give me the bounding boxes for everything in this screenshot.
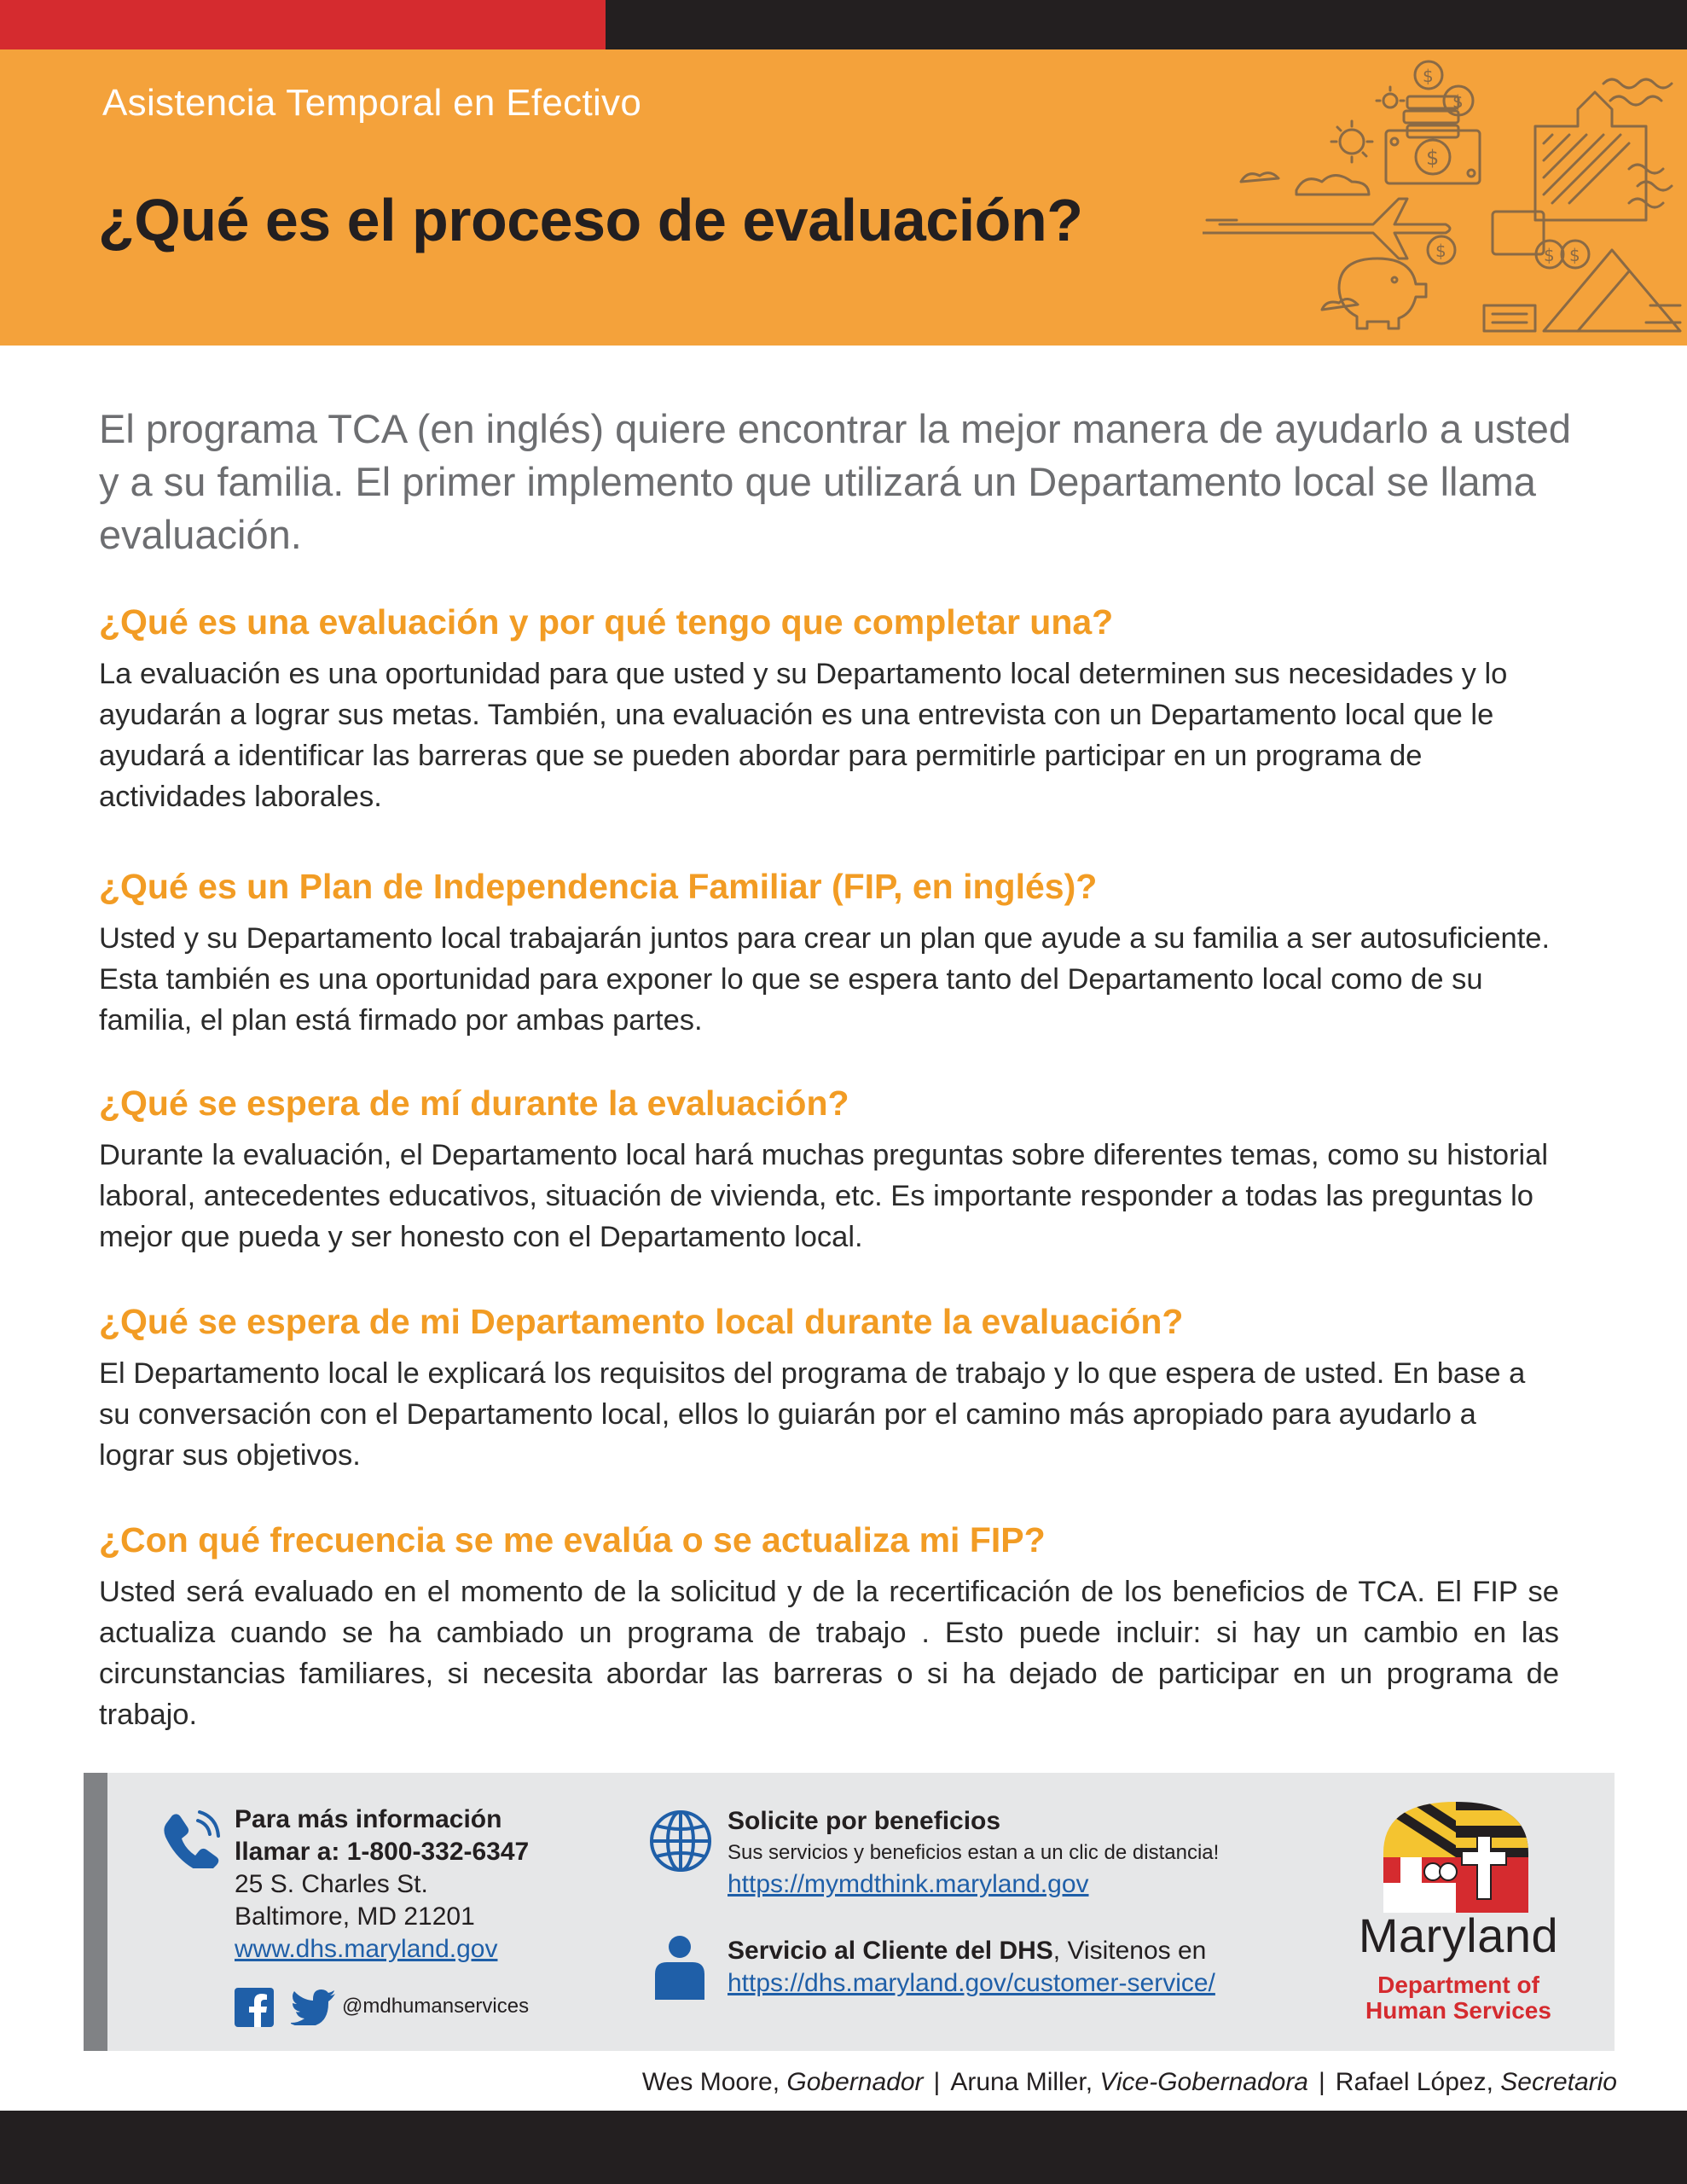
person-icon [653, 1935, 706, 2000]
section-what-is-evaluation [99, 599, 1559, 817]
customer-service-line [728, 1935, 1325, 1967]
section-expected-of-me [99, 1080, 1559, 1258]
section-update-frequency [99, 1517, 1559, 1735]
logo-wordmark: Maryland [1358, 1908, 1559, 1962]
address-line-2: Baltimore, MD 21201 [235, 1902, 475, 1931]
contact-info [235, 1804, 610, 1966]
maryland-dhs-logo [1330, 1802, 1586, 2032]
section-heading: ¿Qué se espera de mí durante la evaluación? [99, 1083, 849, 1123]
official-lt-governor: Aruna Miller, Vice-Gobernadora [950, 2068, 1308, 2096]
customer-service-link[interactable]: https://dhs.maryland.gov/customer-service/ [728, 1969, 1215, 1997]
social-handle: @mdhumanservices [342, 1995, 530, 2018]
section-heading: ¿Qué es un Plan de Independencia Familiar (FIP, en inglés)? [99, 867, 1098, 906]
section-body: El Departamento local le explicará los requisitos del programa de trabajo y lo que espera de usted. En base a su conversación con el Departamento local, ellos lo guiarán por el camino más apropiado para ayudarlo a lograr sus objetivos. [99, 1357, 1526, 1472]
intro-paragraph: El programa TCA (en inglés) quiere encontrar la mejor manera de ayudarlo a usted y a su familia. El primer implemento que utilizará un Departamento local se llama evaluación. [99, 406, 1571, 557]
top-color-stripe [0, 0, 1687, 49]
page-title: ¿Qué es el proceso de evaluación? [98, 187, 1083, 253]
svg-text:$: $ [1544, 245, 1555, 265]
svg-text:$: $ [1426, 146, 1440, 170]
svg-text:$: $ [1435, 241, 1446, 261]
service-title: Servicio al Cliente del DHS [728, 1937, 1053, 1965]
official-secretary: Rafael López, Secretario [1335, 2068, 1617, 2096]
section-heading: ¿Qué se espera de mi Departamento local durante la evaluación? [99, 1302, 1184, 1341]
top-stripe-dark [606, 0, 1687, 49]
money-illustration-icon [1203, 49, 1687, 346]
info-title: Para más información [235, 1805, 502, 1833]
section-expected-of-department [99, 1298, 1559, 1476]
program-name: Asistencia Temporal en Efectivo [102, 82, 642, 124]
logo-department-line-2: Human Services [1365, 1997, 1551, 2024]
twitter-icon[interactable] [291, 1989, 335, 2025]
social-links [235, 1988, 576, 2027]
official-governor: Wes Moore, Gobernador [641, 2068, 924, 2096]
svg-text:$: $ [1423, 66, 1434, 86]
info-phone[interactable]: llamar a: 1-800-332-6347 [235, 1838, 530, 1866]
bottom-bar [0, 2111, 1687, 2184]
address-line-1: 25 S. Charles St. [235, 1870, 428, 1898]
section-body: Usted y su Departamento local trabajarán juntos para crear un plan que ayude a su familia a ser autosuficiente. Esta también es una oportunidad para exponer lo que se espera tanto del Departamento local como de su familia, el plan está firmado por ambas partes. [99, 922, 1551, 1037]
facebook-icon[interactable] [235, 1988, 274, 2027]
globe-icon [646, 1807, 715, 1875]
phone-icon [160, 1809, 220, 1868]
header-banner [0, 49, 1687, 346]
logo-department-line-1: Department of [1377, 1972, 1539, 1998]
officials-line: Wes Moore, Gobernador | Aruna Miller, Vice-Gobernadora | Rafael López, Secretario [641, 2068, 1617, 2096]
service-text: , Visitenos en [1052, 1937, 1207, 1965]
section-heading: ¿Con qué frecuencia se me evalúa o se actualiza mi FIP? [99, 1520, 1046, 1560]
mymdthink-link[interactable]: https://mymdthink.maryland.gov [728, 1870, 1089, 1898]
top-stripe-red [0, 0, 606, 49]
svg-text:$: $ [1452, 91, 1464, 112]
section-body: Durante la evaluación, el Departamento local hará muchas preguntas sobre diferentes temas, como su historial laboral, antecedentes educativos, situación de vivienda, etc. Es importante responder a todas las preguntas lo mejor que pueda y ser honesto con el Departamento local. [99, 1139, 1549, 1253]
online-services [728, 1805, 1325, 2000]
footer-accent-bar [84, 1773, 107, 2051]
svg-text:$: $ [1569, 245, 1580, 265]
section-what-is-fip [99, 863, 1559, 1041]
apply-text: Sus servicios y beneficios estan a un clic de distancia! [728, 1841, 1220, 1864]
section-body: La evaluación es una oportunidad para que usted y su Departamento local determinen sus necesidades y lo ayudarán a lograr sus metas. También, una evaluación es una entrevista con un Departamento local que le ayudará a identificar las barreras que se pueden abordar para permitirle participar en un programa de actividades laborales. [99, 658, 1508, 813]
section-body: Usted será evaluado en el momento de la solicitud y de la recertificación de los beneficios de TCA. El FIP se actualiza cuando se ha cambiado un programa de trabajo . Esto puede incluir: si hay un cambio en las circunstancias familiares, si necesita abordar las barreras o si ha dejado de participar en un programa de trabajo. [99, 1576, 1559, 1731]
website-link[interactable]: www.dhs.maryland.gov [235, 1935, 498, 1963]
maryland-flag-icon [1383, 1802, 1528, 1913]
apply-title: Solicite por beneficios [728, 1807, 1001, 1835]
section-heading: ¿Qué es una evaluación y por qué tengo que completar una? [99, 602, 1114, 642]
